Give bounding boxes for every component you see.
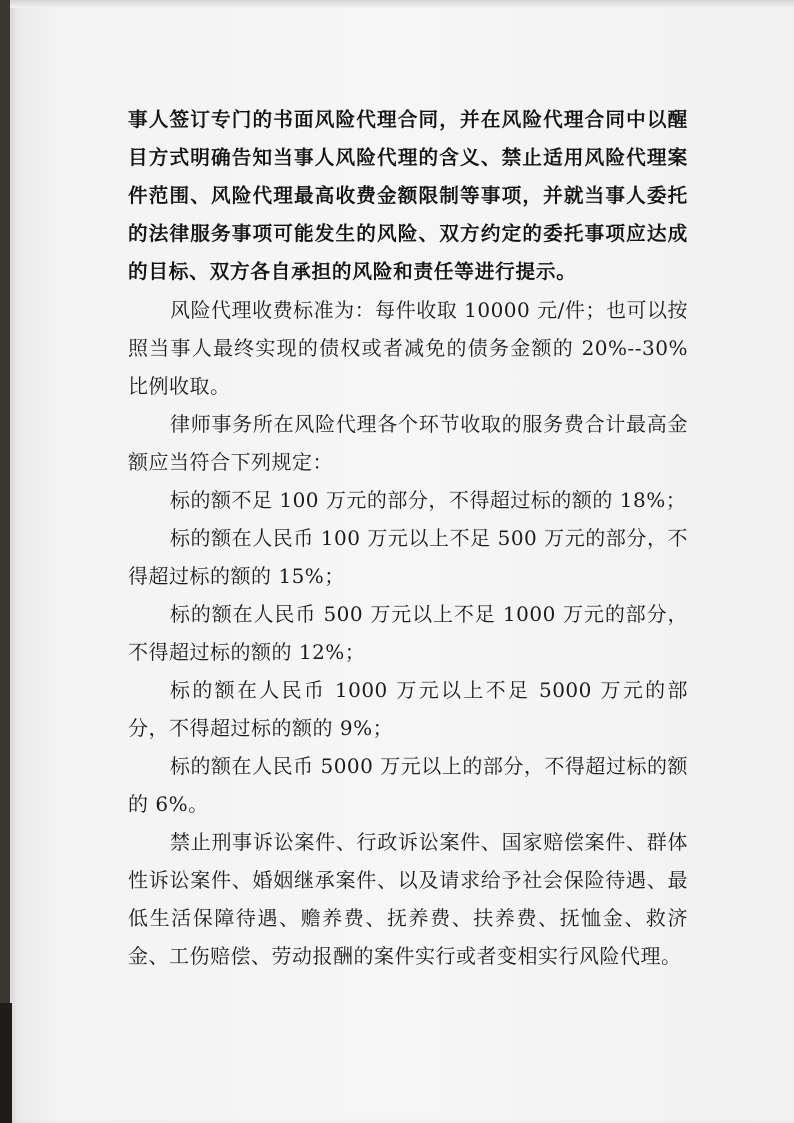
paragraph-prohibited-cases: 禁止刑事诉讼案件、行政诉讼案件、国家赔偿案件、群体性诉讼案件、婚姻继承案件、以及请求给予社会保险待遇、最低生活保障待遇、赡养费、抚养费、扶养费、抚恤金、救济金、工伤赔偿、劳动报酬的案件实行或者变相实行风险代理。 — [128, 830, 688, 968]
paragraph-tier-2: 标的额在人民币 100 万元以上不足 500 万元的部分，不得超过标的额的 15%； — [128, 526, 688, 588]
paragraph-max-fee-rule: 律师事务所在风险代理各个环节收取的服务费合计最高金额应当符合下列规定： — [128, 412, 688, 474]
background-edge — [0, 1003, 12, 1123]
paragraph-risk-contract: 事人签订专门的书面风险代理合同，并在风险代理合同中以醒目方式明确告知当事人风险代理的含义、禁止适用风险代理案件范围、风险代理最高收费金额限制等事项，并就当事人委托的法律服务事项可能发生的风险、双方约定的委托事项应达成的目标、双方各自承担的风险和责任等进行提示。 — [128, 108, 688, 283]
document-body — [128, 101, 688, 975]
page-top-edge — [10, 0, 794, 8]
paragraph-tier-1: 标的额不足 100 万元的部分，不得超过标的额的 18%； — [170, 488, 687, 512]
paragraph-tier-4: 标的额在人民币 1000 万元以上不足 5000 万元的部分，不得超过标的额的 9%； — [128, 678, 688, 740]
paragraph-tier-3: 标的额在人民币 500 万元以上不足 1000 万元的部分，不得超过标的额的 12%； — [128, 602, 688, 664]
paragraph-fee-standard: 风险代理收费标准为：每件收取 10000 元/件；也可以按照当事人最终实现的债权或者减免的债务金额的 20%--30%比例收取。 — [128, 298, 688, 398]
paragraph-tier-5: 标的额在人民币 5000 万元以上的部分，不得超过标的额的 6%。 — [128, 754, 688, 816]
